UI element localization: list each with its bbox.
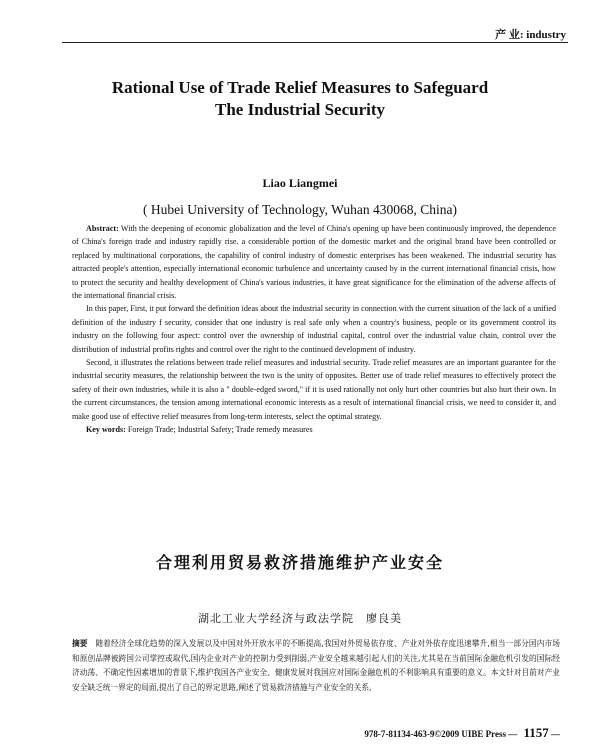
chinese-abstract-label: 摘要 [72, 639, 88, 648]
chinese-abstract [72, 637, 560, 695]
title-line-2: The Industrial Security [214, 100, 386, 119]
page-number: 1157 [523, 725, 549, 740]
title-line-1: Rational Use of Trade Relief Measures to Safeguard [111, 78, 489, 97]
page-footer [364, 725, 560, 741]
chinese-abstract-paragraph [72, 637, 560, 695]
header-rule [62, 42, 568, 43]
abstract-text-1: With the deepening of economic globalization and the level of China's opening up have been continuously improved, the dependence of China's foreign trade and industry rapidly rise. a considerable portion of the domestic market and the original brand have been controlled or replaced by multinational corporations, the capability of control industry of domestic enterprises has been weakened. The industrial security has attracted people's attention, especially international economic turbulence and uncertainty caused by in the current international financial crisis, how to protect the security and healthy development of China's various industries, it have great significance for the elimination of the adverse affects of the international financial crisis. [72, 224, 556, 301]
chinese-author: 湖北工业大学经济与政法学院 廖良美 [198, 612, 402, 625]
paper-title [0, 77, 600, 121]
author-affiliation: ( Hubei University of Technology, Wuhan 430068, China) [143, 202, 457, 217]
abstract-label: Abstract: [86, 224, 119, 233]
english-abstract [72, 222, 556, 437]
running-header: 产 业: industry [495, 29, 566, 41]
author-name: Liao Liangmei [262, 176, 338, 190]
chinese-abstract-text: 随着经济全球化趋势的深入发展以及中国对外开放水平的不断提高,我国对外贸易依存度、产业对外依存度迅速攀升,相当一部分国内市场和原创品牌被跨国公司掌控或取代,国内企业对产业的控制力受到削弱,产业安全越来越引起人们的关注,尤其是在当前国际金融危机引发的国际经济动荡、不确定性因素增加的背景下,维护我国各产业安全、健康发展对我国应对国际金融危机的不利影响具有重要的意义。本文针对目前对产业安全缺乏统一界定的局面,提出了自己的界定思路,阐述了贸易救济措施与产业安全的关系, [72, 639, 560, 692]
footer-dash-end: — [551, 729, 560, 739]
footer-isbn: 978-7-81134-463-9©2009 UIBE Press [364, 729, 506, 739]
chinese-title: 合理利用贸易救济措施维护产业安全 [155, 553, 444, 572]
abstract-paragraph-2: In this paper, First, it put forward the definition ideas about the industrial security in connection with the current situation of the lack of a unified definition of the industry f security, consider that one industry is real safe only when a country's business, people or its government control its industry on the following four aspect: control over the ownership of industrial capital, control over the industrial value chain, control over the distribution of industrial profits rights and control over the right to the continued development of industry. [72, 304, 556, 354]
footer-dash: — [508, 729, 520, 739]
abstract-paragraph-1 [72, 222, 556, 302]
keywords-label: Key words: [86, 425, 126, 435]
keywords-line [72, 423, 556, 436]
abstract-paragraph-3: Second, it illustrates the relations between trade relief measures and industrial security. Trade relief measures are an important guarantee for the industrial security measures, the relationship between the two is the unity of opposites. Better use of trade relief measures to effectively protect the safety of their own industries, while it is also a " double-edged sword," if it is used rationally not only hurt other countries but also hurt their own. In the current circumstances, the tension among international economic interests as a result of international financial crisis, we need to consider it, and make good use of effective relief measures from long-term interests, select the optimal strategy. [72, 358, 556, 421]
keywords-text: Foreign Trade; Industrial Safety; Trade remedy measures [127, 425, 313, 435]
